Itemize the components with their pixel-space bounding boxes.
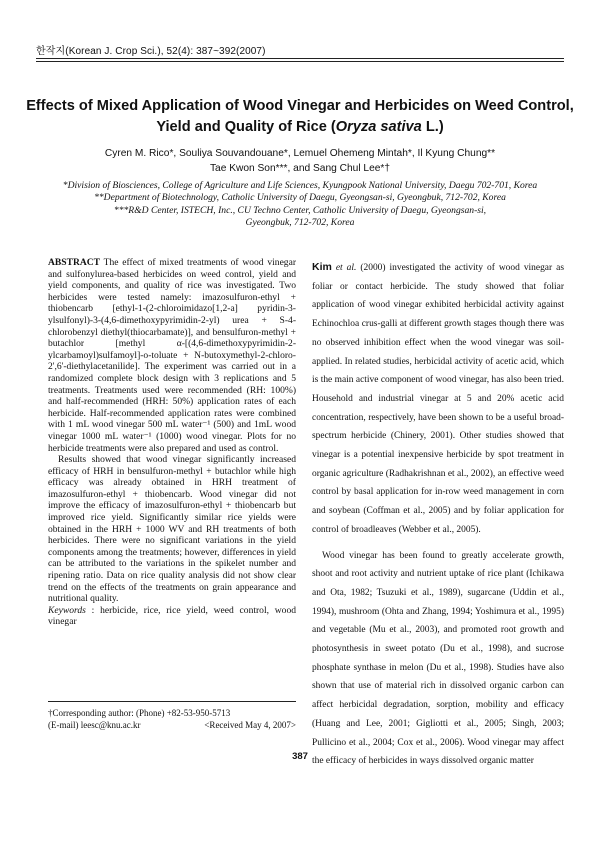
abstract-label: ABSTRACT (48, 257, 100, 268)
author-email: (E-mail) leesc@knu.ac.kr (48, 720, 141, 730)
abstract-column (48, 257, 296, 628)
keywords: Keywords : herbicide, rice, rice yield, weed control, wood vinegar (48, 604, 296, 628)
title-line-1: Effects of Mixed Application of Wood Vinegar and Herbicides on Weed Control, (26, 98, 574, 114)
affiliation-3: ***R&D Center, ISTECH, Inc., CU Techno Center, Catholic University of Daegu, Gyeongsan-si, (113, 204, 487, 216)
affiliations (20, 180, 580, 230)
footnote-rule (48, 701, 296, 702)
title-line-2: Yield and Quality of Rice (Oryza sativa L.) (156, 119, 444, 135)
keywords-label: Keywords (48, 604, 86, 616)
affiliation-1: *Division of Biosciences, College of Agriculture and Life Sciences, Kyungpook National University, Daegu 702-701, Korea (62, 180, 538, 191)
journal-header: 한작지(Korean J. Crop Sci.), 52(4): 387~392(2007) (36, 46, 266, 57)
body-paragraph-2: Wood vinegar has been found to greatly accelerate growth, shoot and root activity and nutrient uptake of rice plant (Ichikawa and Ota, 1982; Tsuzuki et al., 1989), sugarcane (Uddin et al., 1994), mushroom (Ohta and Zhang, 1994; Yoshimura et al., 1995) and vegetable (Mu et al., 2003), and promoted root growth and photosynthesis in sweet potato (Du et al., 1998), and sucrose phosphate synthase in melon (Du et al., 1998). Studies have also shown that use of material rich in dissolved organic carbon can affect herbicidal degradation, sorption, mobility and efficacy (Huang and Lee, 2001; Gigliotti et al., 2005; Singh, 2003; Pullicino et al., 2004; Cox et al., 2006). Wood vinegar may affect the efficacy of herbicides in ways dissolved organic matter (312, 550, 564, 767)
footnote (48, 707, 296, 731)
affiliation-2: **Department of Biotechnology, Catholic University of Daegu, Gyeongsan-si, Gyeongbuk, 712-702, Korea (94, 192, 506, 204)
scientific-name: Oryza sativa (335, 119, 422, 135)
affiliation-4: Gyeongbuk, 712-702, Korea (245, 217, 355, 229)
author-list (20, 147, 580, 176)
authors-line-1: Cyren M. Rico*, Souliya Souvandouane*, Lemuel Ohemeng Mintah*, Il Kyung Chung** (104, 148, 496, 159)
paper-title (20, 96, 580, 138)
body-paragraph-1: Kim et al. (2000) investigated the activity of wood vinegar as foliar or contact herbicide. The study showed that foliar application of wood vinegar exhibited herbicidal activity against Echinochloa crus-galli at different growth stages though there was no observed inhibition effect when the wood vinegar was soil-applied. In related studies, herbicidal activity of acetic acid, which is the main active component of wood vinegar, has also been tried. Household and industrial vinegar at 5 and 20% acetic acid concentration, respectively, have been shown to be a useful broad-spectrum herbicide (Chinery, 2001). Other studies showed that vinegar is a potential inexpensive herbicide by spot treatment in organic agriculture (Radhakrishnan et al., 2002), an effective weed control by basal application for in-row weed management in corn and soybean (Coffman et al., 2005) and by foliar application for control of broadleaves (Webber et al., 2005). (312, 261, 565, 535)
abstract-paragraph-1: ABSTRACT The effect of mixed treatments of wood vinegar and sulfonylurea-based herbicides on weed control, yield and yield components, and quality of rice was investigated. Two herbicides were tested namely: imazosulfuron-ethyl + thiobencarb [ethyl-1-(2-chloroimidazo[1,2-a] pyridin-3-ylsulfonyl)-3-(4,6-dimethoxypyrimidin-2-yl) urea + S-4-chlorobenzyl diethyl(thiocarbamate)], and bensulfuron-methyl + butachlor [methyl α-[(4,6-dimethoxypyrimidin-2-ylcarbamoyl)sulfamoyl]-o-toluate + N-butoxymethyl-2-chloro-2',6'-diethylacetanilide]. The experiment was carried out in a randomized complete block design with 3 replications and 5 treatments. Treatments used were recommended (RH: 100%) and half-recommended (HRH: 50%) application rates of each herbicide. Half-recommended application rates were combined with 1 mL wood vinegar 500 mL water⁻¹ (500) and 1mL wood vinegar 1000 mL water⁻¹ (1000) wood vinegar. Plots for no herbicide treatments were also prepared and used as control. (48, 257, 296, 454)
received-date: <Received May 4, 2007> (204, 720, 296, 730)
header-rule-top (36, 58, 564, 59)
corresponding-author: †Corresponding author: (Phone) +82-53-950-5713 (48, 708, 231, 718)
header-rule-bottom (36, 61, 564, 62)
body-column (312, 258, 564, 771)
abstract-paragraph-2: Results showed that wood vinegar significantly increased efficacy of HRH in bensulfuron-methyl + butachlor while high efficacy was already obtained in HRH treatment of imazosulfuron-ethyl + thiobencarb. Wood vinegar did not improve the efficacy of imazosulfuron-ethyl + thiobencarb but improved rice yield. Significantly similar rice yields were obtained in the HRH + 1000 WV and RH treatments of both herbicides. There were no significant variations in the yield components among the treatments; however, differences in yield can be attributed to the variations in the spikelet number and ripening ratio. Data on rice quality analysis did not show clear trend on the effects of the treatments on grain appearance and nutritional quality. (48, 454, 296, 605)
authors-line-2: Tae Kwon Son***, and Sang Chul Lee*† (209, 162, 391, 174)
page-number: 387 (292, 751, 308, 762)
